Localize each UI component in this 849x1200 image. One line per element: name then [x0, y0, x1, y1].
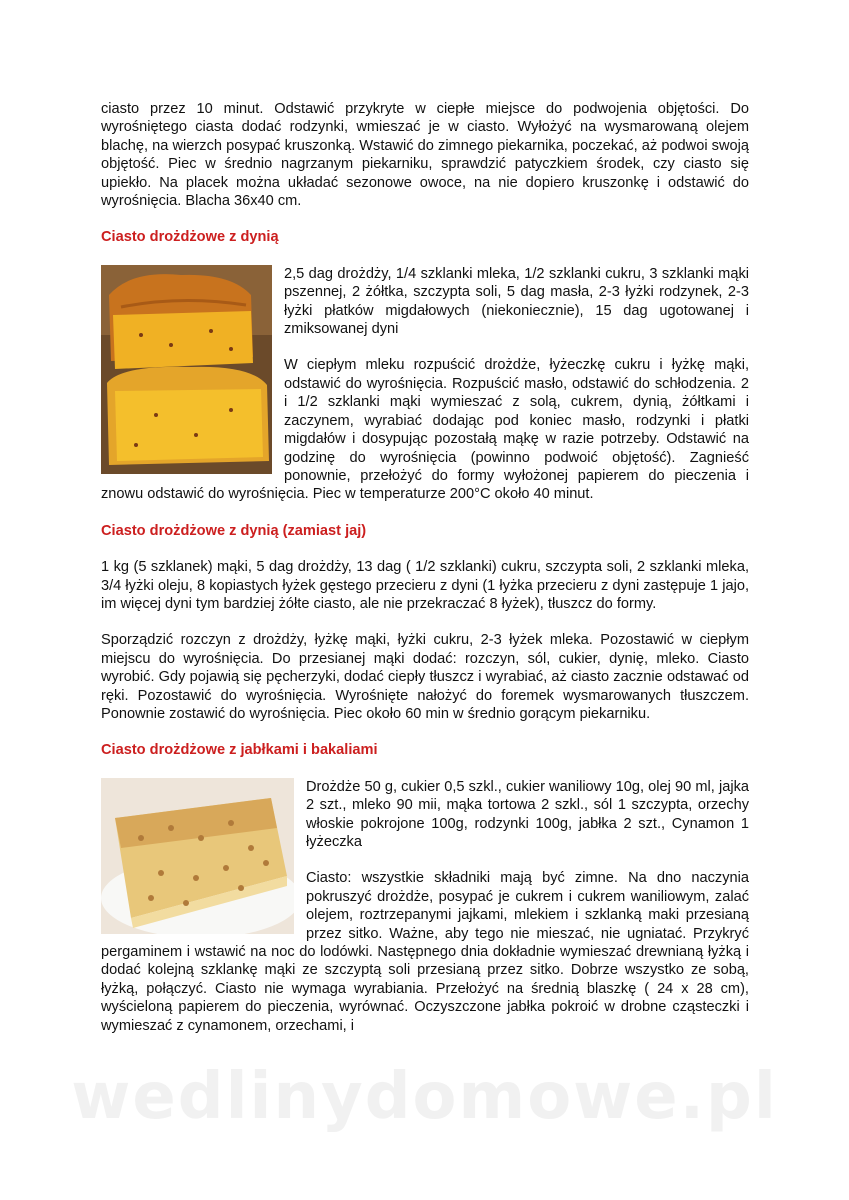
- ingredients-pumpkin-eggless: 1 kg (5 szklanek) mąki, 5 dag drożdży, 13 dag ( 1/2 szklanki) cukru, szczypta soli, 2 szklanki mleka, 3/4 łyżki oleju, 8 kopiastych łyżek gęstego przecieru z dyni (1 łyżka przecieru z dyni zastępuje 1 jajo, im więcej dyni tym bardziej żółte ciasto, ale nie przekraczać 8 łyżek), tłuszcz do formy.: [101, 559, 749, 612]
- pumpkin-bread-photo: [101, 265, 272, 474]
- method-apple: Ciasto: wszystkie składniki mają być zimne. Na dno naczynia pokruszyć drożdże, posypać je cukrem i cukrem waniliowym, zalać olejem, roztrzepanymi jajkami, mlekiem i szklanką maki przesianą przez sitko. Ważne, aby tego nie mieszać, nie ugniatać. Przykryć pergaminem i wstawić na noc do lodówki. Następnego dnia dokładnie wymieszać drewnianą łyżką i dodać kolejną szklankę mąki ze szczyptą soli przesianą przez sitko. Dobrze wszystko ze sobą, łyżką, połączyć. Ciasto nie wymaga wyrabiania. Przełożyć na średnią blaszkę ( 24 x 28 cm), wyścieloną papierem do pieczenia, wyrównać. Oczyszczone jabłka pokroić w drobne cząsteczki i wymieszać z cynamonem, orzechami, i: [101, 870, 749, 1034]
- intro-paragraph: ciasto przez 10 minut. Odstawić przykryte w ciepłe miejsce do podwojenia objętości. Do wyrośniętego ciasta dodać rodzynki, wmieszać je w ciasto. Wyłożyć na wysmarowaną olejem blachę, na wierzch posypać kruszonką. Wstawić do zimnego piekarnika, poczekać, aż podwoi swoją objętość. Piec w średnio nagrzanym piekarniku, sprawdzić patyczkiem środek, czy ciasto się upiekło. Na placek można układać sezonowe owoce, na nie dopiero kruszonkę i odstawić do wyrośnięcia. Blacha 36x40 cm.: [101, 101, 749, 210]
- document-body: [101, 100, 749, 1035]
- recipe-title-pumpkin-eggless: Ciasto drożdżowe z dynią (zamiast jaj): [101, 522, 367, 539]
- apple-cake-photo: [101, 778, 294, 934]
- method-pumpkin: W ciepłym mleku rozpuścić drożdże, łyżeczkę cukru i łyżkę mąki, odstawić do wyrośnięcia. Rozpuścić masło, odstawić do schłodzenia. 2 i 1/2 szklanki mąki wymieszać z solą, cukrem, dynią, żółtkami i zaczynem, wyrabiać dodając pod koniec masło, rodzynki i płatki migdałów i dosypując pozostałą mąkę w razie potrzeby. Odstawić na godzinę do wyrośnięcia (powinno podwoić objętość). Zagnieść ponownie, przełożyć do formy wyłożonej papierem do pieczenia i znowu odstawić do wyrośnięcia. Piec w temperaturze 200°C około 40 minut.: [101, 357, 749, 503]
- ingredients-apple: Drożdże 50 g, cukier 0,5 szkl., cukier waniliowy 10g, olej 90 ml, jajka 2 szt., mleko 90 mii, mąka tortowa 2 szkl., sól 1 szczypta, orzechy włoskie pokrojone 100g, rodzynki 100g, jabłka 2 szt., Cynamon 1 łyżeczka: [306, 778, 749, 850]
- ingredients-pumpkin: 2,5 dag drożdży, 1/4 szklanki mleka, 1/2 szklanki cukru, 3 szklanki mąki pszennej, 2 żółtka, szczypta soli, 5 dag masła, 2-3 łyżki rodzynek, 2-3 łyżki płatków migdałowych (niekoniecznie), 15 dag ugotowanej i zmiksowanej dyni: [284, 265, 749, 338]
- recipe-title-pumpkin: Ciasto drożdżowe z dynią: [101, 229, 279, 246]
- watermark: wedlinydomowe.pl: [71, 1060, 778, 1134]
- recipe-title-apple: Ciasto drożdżowe z jabłkami i bakaliami: [101, 742, 378, 759]
- method-pumpkin-eggless: Sporządzić rozczyn z drożdży, łyżkę mąki, łyżki cukru, 2-3 łyżek mleka. Pozostawić w ciepłym miejscu do wyrośnięcia. Do przesianej mąki dodać: rozczyn, sól, cukier, dynię, mleko. Ciasto wyrobić. Gdy pojawią się pęcherzyki, dodać ciepły tłuszcz i wyrabiać, aż ciasto zacznie odstawać od ręki. Pozostawić do wyrośnięcia. Wyrośnięte nałożyć do foremek wysmarowanych tłuszczem. Ponownie zostawić do wyrośnięcia. Piec około 60 min w średnio gorącym piekarniku.: [101, 632, 749, 722]
